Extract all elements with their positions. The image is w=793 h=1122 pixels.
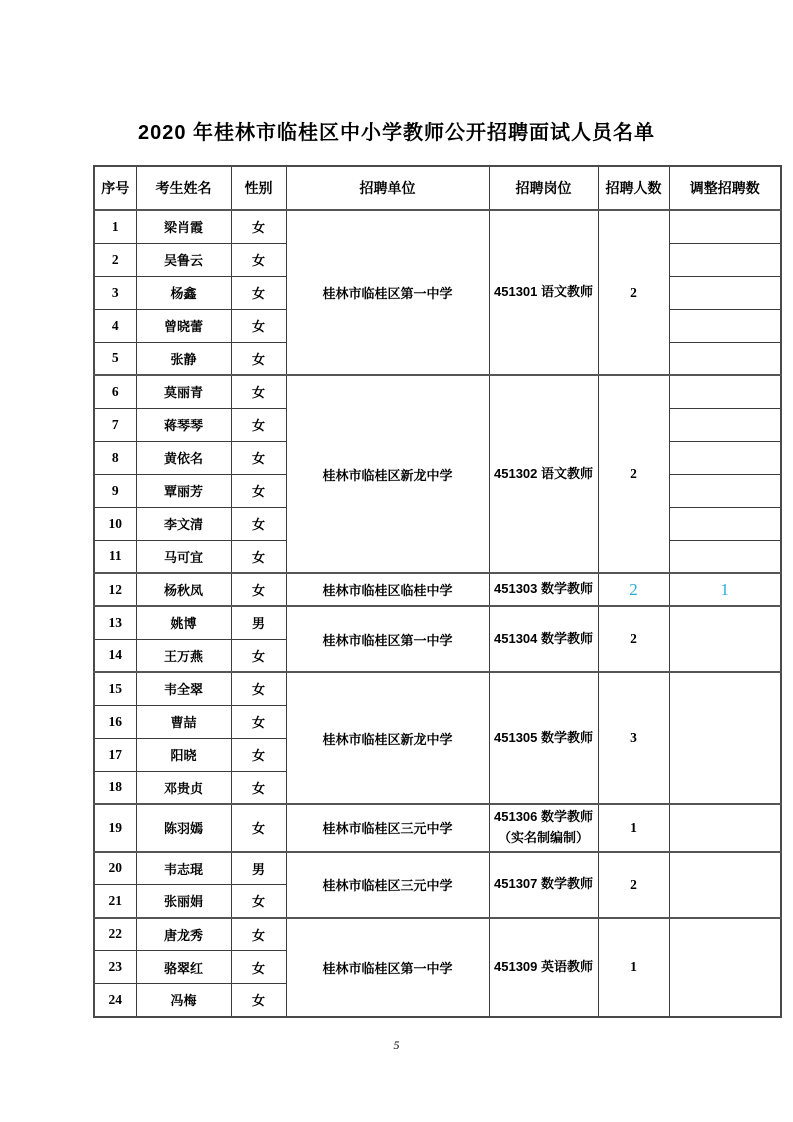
candidates-table: [93, 165, 782, 1018]
candidate-row: [94, 852, 781, 885]
column-header-unit: 招聘单位: [286, 166, 489, 210]
position-cell: 451304 数学教师: [489, 606, 598, 672]
name-cell: 阳晓: [136, 738, 231, 771]
unit-cell: 桂林市临桂区三元中学: [286, 852, 489, 918]
gender-cell: 女: [231, 804, 286, 852]
column-header-position: 招聘岗位: [489, 166, 598, 210]
serial-cell: 16: [94, 705, 136, 738]
serial-cell: 21: [94, 885, 136, 918]
name-cell: 韦全翠: [136, 672, 231, 705]
name-cell: 张丽娟: [136, 885, 231, 918]
gender-cell: 女: [231, 573, 286, 606]
adjust-cell: [669, 342, 781, 375]
unit-cell: 桂林市临桂区第一中学: [286, 210, 489, 375]
adjust-cell: [669, 309, 781, 342]
adjust-cell: [669, 672, 781, 804]
candidate-row: [94, 210, 781, 243]
header-row: [94, 166, 781, 210]
serial-cell: 23: [94, 951, 136, 984]
column-header-gender: 性别: [231, 166, 286, 210]
column-header-name: 考生姓名: [136, 166, 231, 210]
table-body: [94, 210, 781, 1017]
serial-cell: 12: [94, 573, 136, 606]
count-cell: 2: [598, 573, 669, 606]
candidate-row: [94, 918, 781, 951]
adjust-cell: [669, 918, 781, 1017]
gender-cell: 女: [231, 705, 286, 738]
name-cell: 骆翠红: [136, 951, 231, 984]
serial-cell: 6: [94, 375, 136, 408]
gender-cell: 女: [231, 918, 286, 951]
gender-cell: 女: [231, 309, 286, 342]
serial-cell: 17: [94, 738, 136, 771]
name-cell: 冯梅: [136, 984, 231, 1017]
gender-cell: 女: [231, 474, 286, 507]
name-cell: 蒋琴琴: [136, 408, 231, 441]
gender-cell: 女: [231, 243, 286, 276]
count-cell: 2: [598, 606, 669, 672]
serial-cell: 14: [94, 639, 136, 672]
gender-cell: 女: [231, 507, 286, 540]
serial-cell: 15: [94, 672, 136, 705]
adjust-cell: [669, 507, 781, 540]
position-cell: 451302 语文教师: [489, 375, 598, 573]
position-cell: 451309 英语教师: [489, 918, 598, 1017]
candidate-row: [94, 804, 781, 852]
serial-cell: 13: [94, 606, 136, 639]
unit-cell: 桂林市临桂区新龙中学: [286, 375, 489, 573]
serial-cell: 4: [94, 309, 136, 342]
adjust-cell: [669, 210, 781, 243]
serial-cell: 19: [94, 804, 136, 852]
count-cell: 1: [598, 918, 669, 1017]
adjust-cell: [669, 606, 781, 672]
count-cell: 1: [598, 804, 669, 852]
name-cell: 莫丽青: [136, 375, 231, 408]
name-cell: 曾晓蕾: [136, 309, 231, 342]
gender-cell: 女: [231, 771, 286, 804]
name-cell: 姚博: [136, 606, 231, 639]
name-cell: 曹喆: [136, 705, 231, 738]
gender-cell: 女: [231, 342, 286, 375]
gender-cell: 女: [231, 672, 286, 705]
name-cell: 陈羽嫣: [136, 804, 231, 852]
adjust-cell: [669, 540, 781, 573]
serial-cell: 1: [94, 210, 136, 243]
serial-cell: 20: [94, 852, 136, 885]
adjust-cell: [669, 375, 781, 408]
serial-cell: 24: [94, 984, 136, 1017]
adjust-cell: [669, 852, 781, 918]
adjust-cell: [669, 243, 781, 276]
gender-cell: 女: [231, 540, 286, 573]
position-cell: 451303 数学教师: [489, 573, 598, 606]
gender-cell: 女: [231, 210, 286, 243]
serial-cell: 3: [94, 276, 136, 309]
serial-cell: 11: [94, 540, 136, 573]
gender-cell: 女: [231, 951, 286, 984]
candidate-row: [94, 375, 781, 408]
name-cell: 吴鲁云: [136, 243, 231, 276]
adjust-cell: [669, 441, 781, 474]
name-cell: 杨鑫: [136, 276, 231, 309]
name-cell: 黄依名: [136, 441, 231, 474]
candidate-row: [94, 573, 781, 606]
name-cell: 覃丽芳: [136, 474, 231, 507]
gender-cell: 女: [231, 984, 286, 1017]
gender-cell: 男: [231, 852, 286, 885]
gender-cell: 男: [231, 606, 286, 639]
adjust-cell: 1: [669, 573, 781, 606]
gender-cell: 女: [231, 885, 286, 918]
serial-cell: 2: [94, 243, 136, 276]
unit-cell: 桂林市临桂区第一中学: [286, 606, 489, 672]
count-cell: 2: [598, 210, 669, 375]
serial-cell: 22: [94, 918, 136, 951]
candidate-row: [94, 606, 781, 639]
name-cell: 王万燕: [136, 639, 231, 672]
unit-cell: 桂林市临桂区三元中学: [286, 804, 489, 852]
serial-cell: 8: [94, 441, 136, 474]
count-cell: 3: [598, 672, 669, 804]
gender-cell: 女: [231, 375, 286, 408]
adjust-cell: [669, 276, 781, 309]
serial-cell: 10: [94, 507, 136, 540]
serial-cell: 5: [94, 342, 136, 375]
unit-cell: 桂林市临桂区新龙中学: [286, 672, 489, 804]
count-cell: 2: [598, 375, 669, 573]
serial-cell: 9: [94, 474, 136, 507]
page-title: 2020 年桂林市临桂区中小学教师公开招聘面试人员名单: [137, 122, 656, 144]
serial-cell: 7: [94, 408, 136, 441]
gender-cell: 女: [231, 408, 286, 441]
gender-cell: 女: [231, 639, 286, 672]
column-header-count: 招聘人数: [598, 166, 669, 210]
position-cell: 451306 数学教师（实名制编制）: [489, 804, 598, 852]
gender-cell: 女: [231, 276, 286, 309]
unit-cell: 桂林市临桂区第一中学: [286, 918, 489, 1017]
name-cell: 张静: [136, 342, 231, 375]
name-cell: 韦志琨: [136, 852, 231, 885]
count-cell: 2: [598, 852, 669, 918]
serial-cell: 18: [94, 771, 136, 804]
candidate-row: [94, 672, 781, 705]
name-cell: 邓贵贞: [136, 771, 231, 804]
name-cell: 马可宜: [136, 540, 231, 573]
name-cell: 杨秋凤: [136, 573, 231, 606]
gender-cell: 女: [231, 441, 286, 474]
position-cell: 451305 数学教师: [489, 672, 598, 804]
adjust-cell: [669, 408, 781, 441]
name-cell: 唐龙秀: [136, 918, 231, 951]
page-number: 5: [393, 1038, 400, 1052]
adjust-cell: [669, 474, 781, 507]
position-cell: 451301 语文教师: [489, 210, 598, 375]
name-cell: 李文清: [136, 507, 231, 540]
column-header-serial: 序号: [94, 166, 136, 210]
position-cell: 451307 数学教师: [489, 852, 598, 918]
unit-cell: 桂林市临桂区临桂中学: [286, 573, 489, 606]
gender-cell: 女: [231, 738, 286, 771]
name-cell: 梁肖霞: [136, 210, 231, 243]
adjust-cell: [669, 804, 781, 852]
column-header-adjusted-count: 调整招聘数: [669, 166, 781, 210]
